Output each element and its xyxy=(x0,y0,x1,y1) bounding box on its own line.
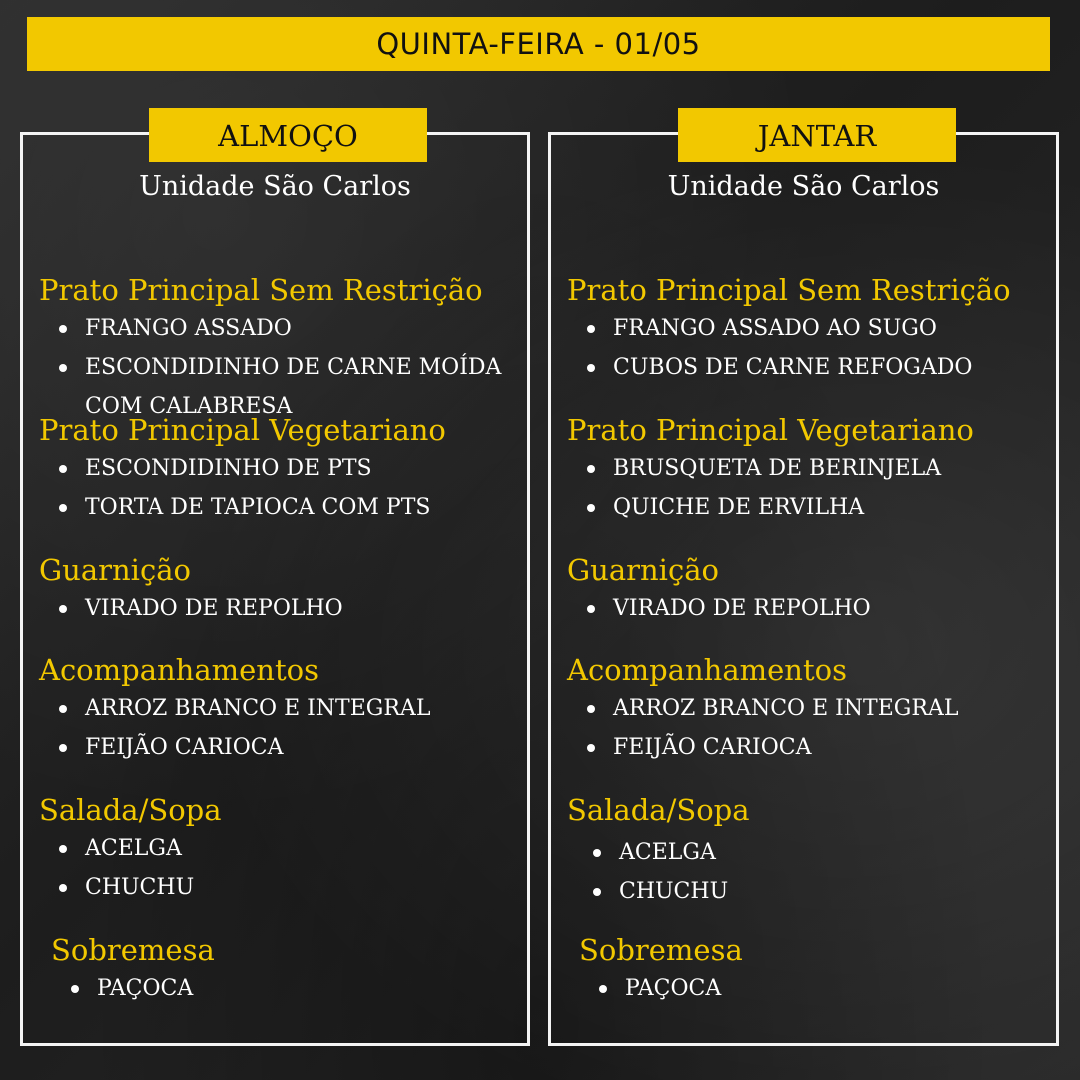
list-item: FEIJÃO CARIOCA xyxy=(39,728,519,767)
list-item: VIRADO DE REPOLHO xyxy=(567,589,1048,628)
section-title: Acompanhamentos xyxy=(567,653,847,687)
dinner-label: JANTAR xyxy=(678,108,956,162)
item-list xyxy=(579,969,1048,1008)
lunch-section-accompaniments xyxy=(39,653,519,767)
dinner-section-dessert xyxy=(579,933,1048,1008)
dinner-section-main xyxy=(567,273,1048,387)
list-item: CHUCHU xyxy=(39,868,519,907)
dinner-unit: Unidade São Carlos xyxy=(667,171,940,202)
lunch-section-dessert xyxy=(51,933,519,1008)
section-title: Salada/Sopa xyxy=(567,793,750,827)
item-list xyxy=(567,689,1048,767)
section-title: Sobremesa xyxy=(51,933,215,967)
list-item: QUICHE DE ERVILHA xyxy=(567,488,1048,527)
item-list xyxy=(567,449,1048,527)
section-title: Acompanhamentos xyxy=(39,653,319,687)
lunch-section-salad xyxy=(39,793,519,907)
dinner-section-salad xyxy=(567,793,1048,911)
list-item: TORTA DE TAPIOCA COM PTS xyxy=(39,488,519,527)
lunch-unit: Unidade São Carlos xyxy=(139,171,411,202)
section-title: Prato Principal Sem Restrição xyxy=(39,273,483,307)
list-item: ESCONDIDINHO DE CARNE MOÍDA COM CALABRESA xyxy=(39,348,505,426)
section-title: Prato Principal Sem Restrição xyxy=(567,273,1011,307)
dinner-section-vegetarian xyxy=(567,413,1048,527)
item-list xyxy=(39,689,519,767)
item-list xyxy=(39,829,519,907)
item-list xyxy=(567,309,1048,387)
list-item: PAÇOCA xyxy=(51,969,519,1008)
section-title: Sobremesa xyxy=(579,933,743,967)
lunch-section-vegetarian xyxy=(39,413,519,527)
section-title: Salada/Sopa xyxy=(39,793,222,827)
item-list xyxy=(39,589,519,628)
list-item: ARROZ BRANCO E INTEGRAL xyxy=(567,689,1048,728)
list-item: ESCONDIDINHO DE PTS xyxy=(39,449,519,488)
day-banner: QUINTA-FEIRA - 01/05 xyxy=(27,17,1050,71)
section-title: Guarnição xyxy=(39,553,191,587)
section-title: Prato Principal Vegetariano xyxy=(567,413,974,447)
lunch-panel xyxy=(20,119,530,1046)
section-title: Prato Principal Vegetariano xyxy=(39,413,446,447)
lunch-label: ALMOÇO xyxy=(149,108,427,162)
list-item: ARROZ BRANCO E INTEGRAL xyxy=(39,689,519,728)
item-list xyxy=(567,589,1048,628)
item-list xyxy=(39,449,519,527)
list-item: FRANGO ASSADO AO SUGO xyxy=(567,309,1048,348)
list-item: FRANGO ASSADO xyxy=(39,309,519,348)
dinner-section-accompaniments xyxy=(567,653,1048,767)
list-item: VIRADO DE REPOLHO xyxy=(39,589,519,628)
section-title: Guarnição xyxy=(567,553,719,587)
list-item: PAÇOCA xyxy=(579,969,1048,1008)
item-list xyxy=(573,833,1048,911)
list-item: ACELGA xyxy=(39,829,519,868)
list-item: ACELGA xyxy=(573,833,1048,872)
lunch-section-side xyxy=(39,553,519,628)
item-list xyxy=(51,969,519,1008)
list-item: CHUCHU xyxy=(573,872,1048,911)
list-item: BRUSQUETA DE BERINJELA xyxy=(567,449,1048,488)
list-item: FEIJÃO CARIOCA xyxy=(567,728,1048,767)
lunch-section-main xyxy=(39,273,519,426)
list-item: CUBOS DE CARNE REFOGADO xyxy=(567,348,1048,387)
dinner-panel xyxy=(548,119,1059,1046)
item-list xyxy=(39,309,519,426)
dinner-section-side xyxy=(567,553,1048,628)
